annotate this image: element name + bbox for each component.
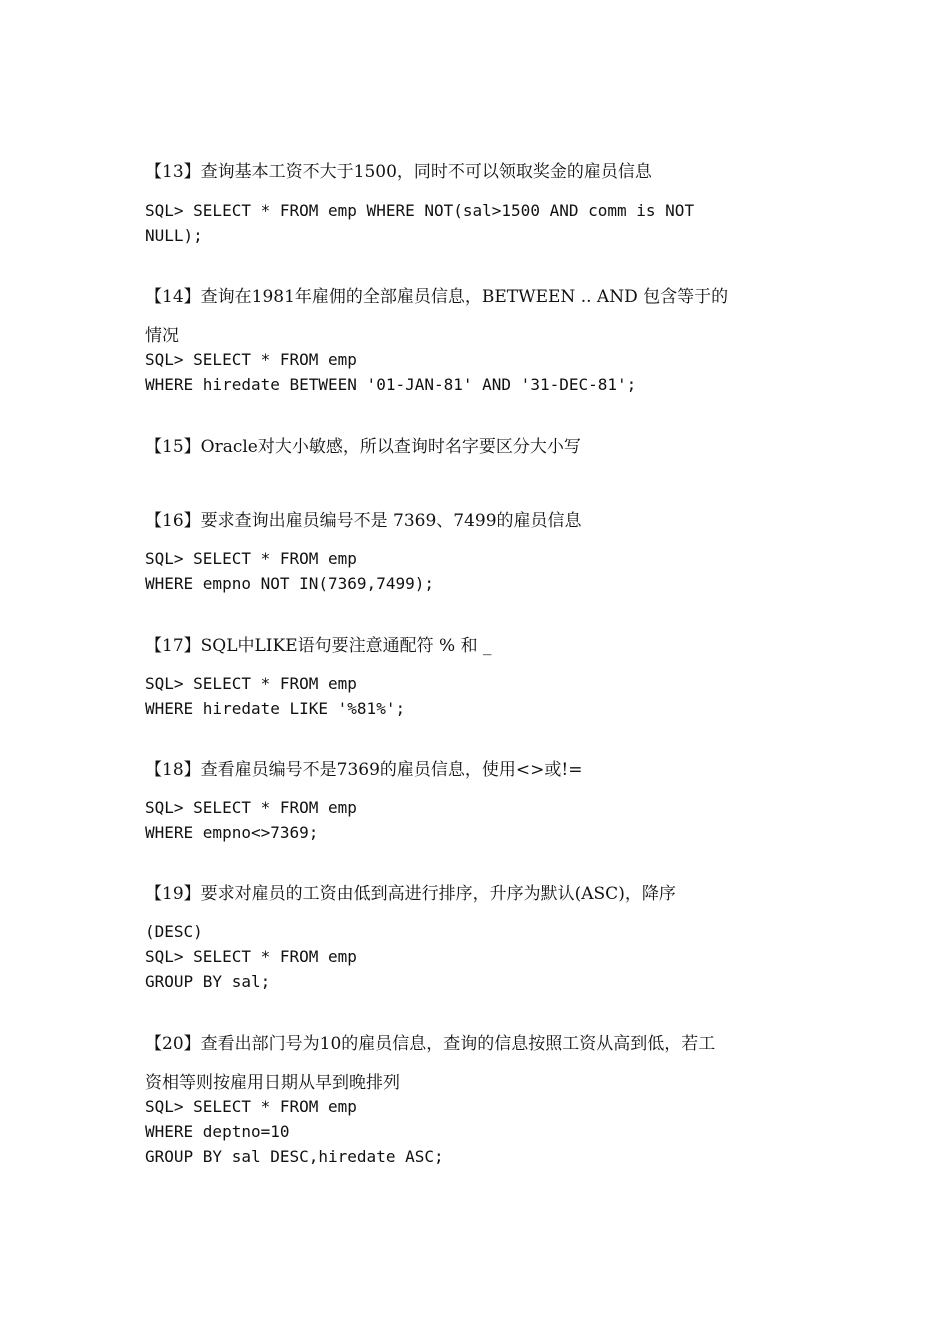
code-19-line-2: SQL> SELECT * FROM emp	[145, 947, 357, 966]
heading-13: 【13】查询基本工资不大于1500，同时不可以领取奖金的雇员信息	[145, 162, 652, 182]
code-14-line-2: WHERE hiredate BETWEEN '01-JAN-81' AND '31-DEC-81';	[145, 375, 637, 394]
code-20-line-2: WHERE deptno=10	[145, 1122, 290, 1141]
code-19-line-1: (DESC)	[145, 922, 203, 941]
heading-15: 【15】Oracle对大小敏感，所以查询时名字要区分大小写	[145, 437, 581, 457]
code-19-line-3: GROUP BY sal;	[145, 972, 271, 991]
code-13-line-1: SQL> SELECT * FROM emp WHERE NOT(sal>1500 AND comm is NOT	[145, 201, 695, 220]
code-16-line-2: WHERE empno NOT IN(7369,7499);	[145, 574, 434, 593]
code-17-line-1: SQL> SELECT * FROM emp	[145, 674, 357, 693]
code-18-line-2: WHERE empno<>7369;	[145, 823, 319, 842]
heading-17: 【17】SQL中LIKE语句要注意通配符 % 和 _	[145, 636, 492, 656]
heading-18: 【18】查看雇员编号不是7369的雇员信息，使用<>或!=	[145, 760, 583, 780]
heading-20-cont: 资相等则按雇用日期从早到晚排列	[145, 1073, 400, 1093]
code-20-line-1: SQL> SELECT * FROM emp	[145, 1097, 357, 1116]
heading-20: 【20】查看出部门号为10的雇员信息，查询的信息按照工资从高到低，若工	[145, 1034, 716, 1054]
code-16-line-1: SQL> SELECT * FROM emp	[145, 549, 357, 568]
heading-14-cont: 情况	[145, 326, 179, 346]
heading-19: 【19】要求对雇员的工资由低到高进行排序，升序为默认(ASC)，降序	[145, 884, 676, 904]
code-17-line-2: WHERE hiredate LIKE '%81%';	[145, 699, 406, 718]
heading-14: 【14】查询在1981年雇佣的全部雇员信息，BETWEEN .. AND 包含等于的	[145, 287, 729, 307]
heading-16: 【16】要求查询出雇员编号不是 7369、7499的雇员信息	[145, 511, 582, 531]
code-14-line-1: SQL> SELECT * FROM emp	[145, 350, 357, 369]
code-13-line-2: NULL);	[145, 226, 203, 245]
code-20-line-3: GROUP BY sal DESC,hiredate ASC;	[145, 1147, 444, 1166]
code-18-line-1: SQL> SELECT * FROM emp	[145, 798, 357, 817]
